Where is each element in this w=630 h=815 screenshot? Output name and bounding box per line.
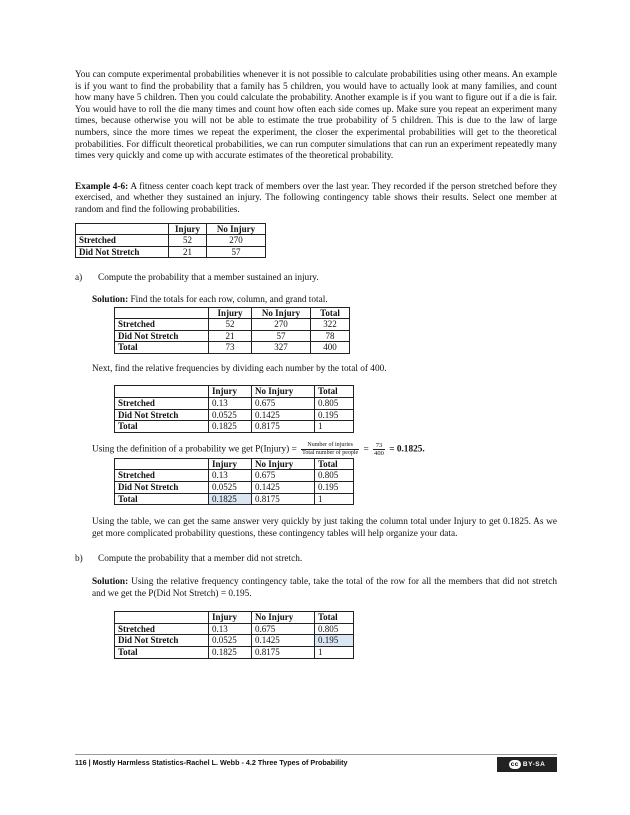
table-header: Total — [311, 307, 350, 319]
table-header: Injury — [209, 386, 252, 398]
row-header: Did Not Stretch — [115, 330, 209, 342]
part-a-solution — [75, 295, 557, 541]
table-row — [115, 612, 354, 624]
table-row — [115, 635, 354, 647]
solution-label: Solution: — [92, 577, 129, 587]
license-text: BY-SA — [522, 761, 546, 768]
contingency-table — [75, 223, 266, 259]
table-cell: 0.805 — [315, 398, 354, 410]
table-cell: 0.8175 — [252, 421, 315, 433]
cc-license-badge[interactable] — [497, 757, 557, 772]
table-row — [115, 421, 354, 433]
row-header: Total — [115, 342, 209, 354]
row-header: Stretched — [115, 623, 209, 635]
definition-equation — [92, 442, 557, 457]
example-text: A fitness center coach kept track of members over the last year. They recorded if the person stretched before they exercised, and whether they sustained an injury. The following contingency table shows their results. Select one member at random and find the following probabilities. — [75, 181, 557, 215]
table-cell: 0.1425 — [252, 482, 315, 494]
row-header: Did Not Stretch — [76, 246, 169, 258]
solution-label: Solution: — [92, 294, 129, 305]
table-cell: 0.1425 — [252, 409, 315, 421]
table-cell: 21 — [209, 330, 252, 342]
table-cell: 400 — [311, 342, 350, 354]
table-cell: 0.0525 — [209, 635, 252, 647]
table-cell: 73 — [209, 342, 252, 354]
table-row — [76, 223, 266, 235]
table-cell: 52 — [209, 319, 252, 331]
table-cell: 270 — [207, 235, 266, 247]
table-cell: 1 — [315, 493, 354, 505]
table-header: Injury — [209, 307, 252, 319]
table-header: No Injury — [207, 223, 266, 235]
table-row — [76, 235, 266, 247]
table-cell: 0.8175 — [252, 646, 315, 658]
table-cell: 21 — [169, 246, 207, 258]
row-header: Stretched — [115, 398, 209, 410]
table-cell: 0.675 — [252, 623, 315, 635]
relative-frequency-table-b — [114, 611, 354, 658]
table-row — [115, 470, 354, 482]
next-step-text: Next, find the relative frequencies by dividing each number by the total of 400. — [92, 363, 387, 374]
table-cell: 0.13 — [209, 623, 252, 635]
intro-paragraph: You can compute experimental probabilities whenever it is not possible to calculate probabilities using other means. An example is if you want to find the probability that a family has 5 children, you would have to actually look at many families, and count how many have 5 children. Then you could calculate the probability. Another example is if you want to figure out if a die is fair. You would have to roll the die many times and count how often each side comes up. Make sure you repeat an experiment many times, because otherwise you will not be able to estimate the true probability of 5 children. This is due to the law of large numbers, since the more times we repeat the experiment, the closer the experimental probabilities will get to the theoretical probabilities. For difficult theoretical probabilities, we can run computer simulations that can run an experiment repeatedly many times very quickly and come up with accurate estimates of the theoretical probability. — [75, 70, 557, 162]
table-cell — [115, 612, 209, 624]
table-cell: 57 — [207, 246, 266, 258]
table-cell: 0.195 — [315, 409, 354, 421]
table-header: Total — [315, 612, 354, 624]
fraction-numerator: Number of injuries — [301, 442, 359, 450]
table-row — [115, 623, 354, 635]
table-header: No Injury — [252, 307, 311, 319]
table-row — [115, 458, 354, 470]
table-row — [115, 307, 350, 319]
totals-table — [114, 307, 350, 354]
part-a — [75, 273, 557, 285]
table-header: No Injury — [252, 458, 315, 470]
table-cell: 0.675 — [252, 398, 315, 410]
table-header: Injury — [209, 458, 252, 470]
table-cell: 0.1825 — [209, 421, 252, 433]
table-row — [115, 342, 350, 354]
row-header: Stretched — [115, 470, 209, 482]
table-cell: 0.675 — [252, 470, 315, 482]
fraction-denominator: Total number of people — [302, 449, 359, 456]
table-cell — [115, 307, 209, 319]
table-cell — [115, 458, 209, 470]
table-cell: 0.1425 — [252, 635, 315, 647]
row-header: Stretched — [76, 235, 169, 247]
table-header: Total — [315, 386, 354, 398]
table-cell: 0.805 — [315, 470, 354, 482]
solution-b-text — [92, 577, 557, 600]
table-header: Injury — [169, 223, 207, 235]
table-cell: 0.8175 — [252, 493, 315, 505]
table-header: No Injury — [252, 386, 315, 398]
part-b-label: b) — [75, 554, 83, 565]
highlighted-cell: 0.1825 — [209, 493, 252, 505]
example-label: Example 4-6: — [75, 181, 129, 192]
row-header: Did Not Stretch — [115, 409, 209, 421]
row-header: Total — [115, 646, 209, 658]
table-row — [115, 646, 354, 658]
relative-frequency-table — [114, 385, 354, 432]
table-row — [115, 330, 350, 342]
table-row — [115, 319, 350, 331]
equals-sign: = — [361, 444, 372, 455]
table-cell — [115, 386, 209, 398]
table-header: Total — [315, 458, 354, 470]
fraction-numerator: 73 — [373, 442, 385, 450]
table-row — [115, 482, 354, 494]
result-value: = 0.1825. — [386, 444, 425, 455]
table-cell: 270 — [252, 319, 311, 331]
table-cell: 78 — [311, 330, 350, 342]
page-body — [75, 70, 557, 659]
closing-text: Using the table, we can get the same answer very quickly by just taking the column total under Injury to get 0.1825. As we get more complicated probability questions, these contingency tables will help organize your data. — [92, 517, 557, 539]
fraction-denominator: 400 — [374, 449, 384, 457]
row-header: Did Not Stretch — [115, 482, 209, 494]
example-paragraph — [75, 182, 557, 217]
part-a-label: a) — [75, 273, 83, 284]
table-row — [115, 398, 354, 410]
row-header: Total — [115, 421, 209, 433]
highlighted-cell: 0.195 — [315, 635, 354, 647]
footer-text: 116 | Mostly Harmless Statistics-Rachel L. Webb - 4.2 Three Types of Probability — [75, 758, 348, 767]
table-cell: 1 — [315, 421, 354, 433]
row-header: Did Not Stretch — [115, 635, 209, 647]
table-header: No Injury — [252, 612, 315, 624]
row-header: Stretched — [115, 319, 209, 331]
table-row — [115, 386, 354, 398]
table-row — [76, 246, 266, 258]
solution-text: Using the relative frequency contingency table, take the total of the row for all the members that did not stretch and we get the P(Did Not Stretch) = 0.195. — [92, 577, 557, 599]
table-cell: 0.13 — [209, 398, 252, 410]
table-cell: 327 — [252, 342, 311, 354]
table-cell: 0.195 — [315, 482, 354, 494]
table-cell: 0.13 — [209, 470, 252, 482]
table-cell: 0.0525 — [209, 482, 252, 494]
table-cell: 0.0525 — [209, 409, 252, 421]
table-header: Injury — [209, 612, 252, 624]
table-cell: 0.1825 — [209, 646, 252, 658]
part-b — [75, 554, 557, 566]
table-cell: 57 — [252, 330, 311, 342]
table-cell — [76, 223, 169, 235]
table-cell: 1 — [315, 646, 354, 658]
table-cell: 52 — [169, 235, 207, 247]
table-row — [115, 409, 354, 421]
table-cell: 322 — [311, 319, 350, 331]
cc-icon: cc — [510, 761, 519, 768]
solution-a-text — [92, 295, 557, 307]
solution-text: Find the totals for each row, column, and grand total. — [128, 294, 328, 305]
relative-frequency-table-highlighted — [114, 458, 354, 505]
table-cell: 0.805 — [315, 623, 354, 635]
fraction-words — [301, 442, 359, 457]
part-a-question: Compute the probability that a member sustained an injury. — [98, 273, 319, 284]
table-row — [115, 493, 354, 505]
part-b-solution — [75, 577, 557, 659]
part-b-question: Compute the probability that a member did not stretch. — [98, 554, 303, 565]
page-footer — [75, 754, 557, 767]
definition-text: Using the definition of a probability we get P(Injury) = — [92, 444, 300, 455]
fraction-numbers — [373, 442, 385, 457]
row-header: Total — [115, 493, 209, 505]
